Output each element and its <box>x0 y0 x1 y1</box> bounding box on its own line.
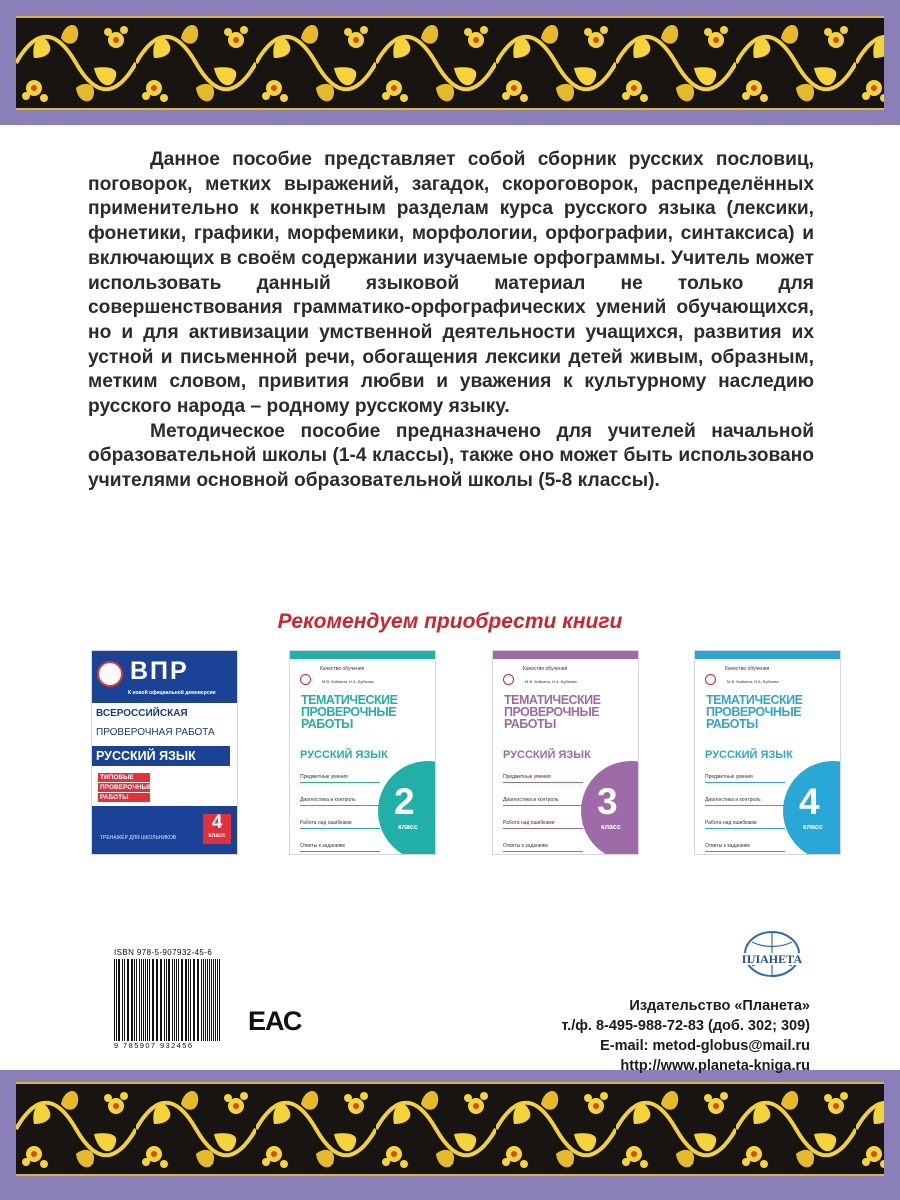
barcode-bar <box>197 959 198 1041</box>
barcode-bar <box>172 959 173 1041</box>
khokhloma-ornament-bottom <box>16 1084 884 1174</box>
barcode-bar <box>188 959 189 1041</box>
barcode-bar <box>217 959 218 1041</box>
cover-grade-number: 3 <box>597 781 618 822</box>
cover-list-item: Работа над ошибками <box>300 819 380 829</box>
cover-accent-strip <box>290 651 436 659</box>
description-text <box>88 148 814 494</box>
barcode-bar <box>141 959 142 1041</box>
eac-mark: ЕАС <box>248 1006 302 1036</box>
vpr-tag: РАБОТЫ <box>98 793 150 802</box>
description-paragraph-2: Методическое пособие предназначено для учителей начальной образовательной школы (1-4 классы), также оно может быть использовано учителями основной образовательной школы (5-8 классы). <box>88 420 814 492</box>
cover-authors: М.В. Бойкина, И.А. Бубнова <box>727 679 779 684</box>
barcode-bar <box>207 959 208 1041</box>
khokhloma-ornament-top <box>16 18 884 108</box>
cover-grade-word: класс <box>803 824 823 831</box>
barcode-bar <box>164 959 165 1041</box>
cover-list-item: Ответы к заданиям <box>705 842 785 852</box>
barcode-bar <box>124 959 125 1041</box>
barcode-bar <box>147 959 148 1041</box>
publisher-name: Издательство «Планета» <box>629 998 810 1014</box>
cover-accent-strip <box>493 651 639 659</box>
barcode-bar <box>201 959 202 1041</box>
cover-grade-word: класс <box>398 824 418 831</box>
cover-list-item: Диагностика и контроль <box>705 796 785 806</box>
book-cover-thematic-4[interactable] <box>694 650 841 855</box>
cover-quality: Качество обучения <box>320 666 365 672</box>
barcode-bar <box>119 959 120 1041</box>
barcode-bar <box>114 959 115 1041</box>
cover-title: ТЕМАТИЧЕСКИЕ ПРОВЕРОЧНЫЕ РАБОТЫ <box>706 693 803 731</box>
publisher-email[interactable]: E-mail: metod-globus@mail.ru <box>600 1038 810 1054</box>
cover-subject: РУССКИЙ ЯЗЫК <box>300 749 388 761</box>
vpr-line-2: ПРОВЕРОЧНАЯ РАБОТА <box>96 727 215 738</box>
cover-list-item: Работа над ошибками <box>705 819 785 829</box>
vpr-tag: ТИПОВЫЕ <box>98 773 150 782</box>
vpr-grade-number: 4 <box>211 812 223 833</box>
vpr-title: ВПР <box>130 657 189 685</box>
cover-list <box>705 773 785 855</box>
barcode-bar <box>161 959 162 1041</box>
barcode-bar <box>127 959 128 1041</box>
vpr-grade-badge <box>203 814 231 844</box>
isbn-barcode <box>110 948 226 1055</box>
cover-list-item: Ответы к заданиям <box>503 842 583 852</box>
barcode-bar <box>219 959 220 1041</box>
cover-list-item: Диагностика и контроль <box>503 796 583 806</box>
fgos-logo-icon <box>705 674 716 685</box>
cover-list-item: Предметные умения <box>705 773 785 783</box>
book-cover-thematic-3[interactable] <box>492 650 639 855</box>
cover-title: ТЕМАТИЧЕСКИЕ ПРОВЕРОЧНЫЕ РАБОТЫ <box>301 693 398 731</box>
recommendation-heading: Рекомендуем приобрести книги <box>277 610 623 633</box>
cover-accent-strip <box>695 651 841 659</box>
cover-list <box>300 773 380 855</box>
cover-subject: РУССКИЙ ЯЗЫК <box>705 749 793 761</box>
publisher-info <box>561 996 810 1076</box>
vpr-subject: РУССКИЙ ЯЗЫК <box>96 749 196 763</box>
publisher-phone: т./ф. 8-495-988-72-83 (доб. 302; 309) <box>561 1018 810 1034</box>
vpr-line-1: ВСЕРОССИЙСКАЯ <box>96 708 188 719</box>
vpr-grade-word: класс <box>208 833 226 839</box>
barcode-bar <box>156 959 157 1041</box>
cover-authors: М.В. Бойкина, И.А. Бубнова <box>525 679 577 684</box>
publisher-logo-text: ПЛАНЕТА <box>741 952 803 966</box>
barcode-digits: 9 785907 932456 <box>114 1041 194 1050</box>
barcode-bar <box>182 959 183 1041</box>
vpr-subtitle: К новой официальной демоверсии <box>128 690 216 696</box>
cover-list-item: Ответы к заданиям <box>300 842 380 852</box>
book-cover-vpr[interactable] <box>91 650 238 855</box>
cover-list-item: Предметные умения <box>300 773 380 783</box>
top-ornament-band <box>16 16 884 110</box>
cover-grade-number: 2 <box>394 781 415 822</box>
cover-authors: М.В. Бойкина, И.А. Бубнова <box>322 679 374 684</box>
isbn-text: ISBN 978-5-907932-45-6 <box>114 948 213 957</box>
cover-grade-number: 4 <box>799 781 820 822</box>
barcode-bar <box>190 959 191 1041</box>
cover-list <box>503 773 583 855</box>
barcode-bar <box>178 959 179 1041</box>
cover-subject: РУССКИЙ ЯЗЫК <box>503 749 591 761</box>
cover-grade-word: класс <box>601 824 621 831</box>
planeta-logo-icon <box>736 930 808 980</box>
fgos-logo-icon <box>503 674 514 685</box>
vpr-bottom-note: ТРЕНАЖЁР ДЛЯ ШКОЛЬНИКОВ <box>100 835 177 841</box>
book-cover-thematic-2[interactable] <box>289 650 436 855</box>
barcode-bar <box>209 959 210 1041</box>
barcode-bar <box>149 959 150 1041</box>
publisher-site[interactable]: http://www.planeta-kniga.ru <box>620 1058 810 1074</box>
fgos-badge-icon <box>97 661 123 687</box>
barcode-bar <box>134 959 135 1041</box>
cover-list-item: Предметные умения <box>503 773 583 783</box>
vpr-tag: ПРОВЕРОЧНЫЕ <box>100 784 153 791</box>
cover-title: ТЕМАТИЧЕСКИЕ ПРОВЕРОЧНЫЕ РАБОТЫ <box>504 693 601 731</box>
vpr-subject-band <box>92 746 230 766</box>
bottom-ornament-band <box>16 1082 884 1176</box>
barcode-icon <box>114 959 222 1041</box>
cover-list-item: Диагностика и контроль <box>300 796 380 806</box>
barcode-bar <box>139 959 140 1041</box>
cover-quality: Качество обучения <box>523 666 568 672</box>
fgos-logo-icon <box>300 674 311 685</box>
cover-quality: Качество обучения <box>725 666 770 672</box>
vpr-tags <box>98 772 153 803</box>
description-paragraph-1: Данное пособие представляет собой сборник русских пословиц, поговорок, метких выражений, загадок, скороговорок, распределённых применительно к конкретным разделам курса русского языка (лексики, фонетики, графики, морфемики, морфологии, орфографии, синтаксиса) и включающих в своём содержании изучаемые орфограммы. Учитель может использовать данный языковой материал не только для совершенствования грамматико-орфографических умений обучающихся, но и для активизации умственной деятельности учащихся, развития их устной и письменной речи, обогащения лексики детей живым, образным, метким словом, привития любви и уважения к культурному наследию русского народа – родному русскому языку. <box>88 149 814 418</box>
barcode-bar <box>169 959 170 1041</box>
cover-list-item: Работа над ошибками <box>503 819 583 829</box>
